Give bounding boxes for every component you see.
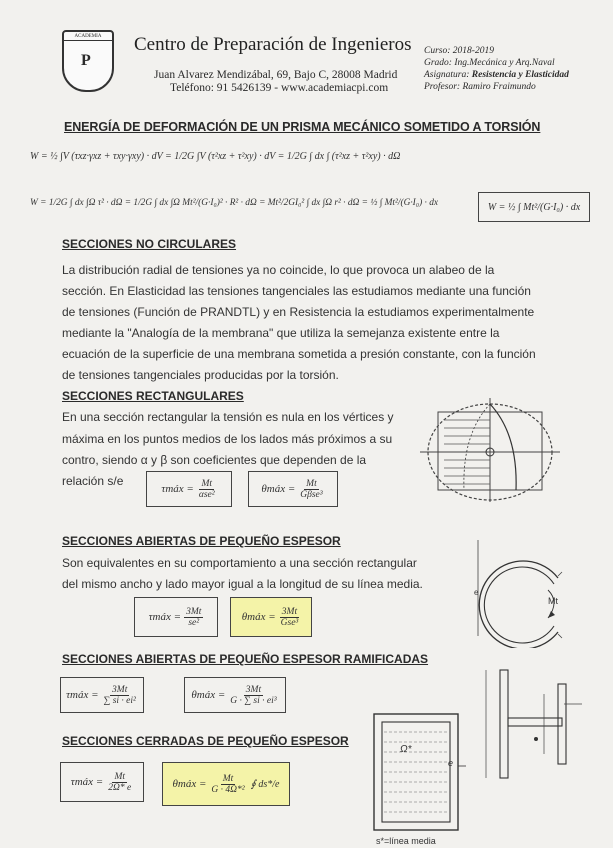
closed-theta-formula: θmáx = $\frac{Mt}{\text{G · 4Ω*²}}$ ∮ ds*/e xyxy=(162,762,290,806)
equation-2: W = 1/2G ∫ dx ∫Ω τ² · dΩ = 1/2G ∫ dx ∫Ω Mt²/(G·I₀)² · R² · dΩ = Mt²/2GI₀² ∫ dx ∫Ω r² · dΩ = ½ ∫ Mt²/(G·I₀) · dx xyxy=(30,198,439,208)
heading-thin-open: SECCIONES ABIERTAS DE PEQUEÑO ESPESOR xyxy=(62,534,341,548)
enclosed-area-label: Ω* xyxy=(400,744,412,755)
non-circular-paragraph xyxy=(62,260,562,386)
torque-label: Mt xyxy=(548,596,558,606)
paragraph-line: La distribución radial de tensiones ya no coincide, lo que provoca un alabeo de la xyxy=(62,263,495,277)
heading-thin-open-branched: SECCIONES ABIERTAS DE PEQUEÑO ESPESOR RAMIFICADAS xyxy=(62,652,429,666)
thin-open-line-2: del mismo ancho y lado mayor igual a la longitud de su línea media. xyxy=(62,577,423,591)
thin-open-theta-formula: θmáx = 3Mt Gse³ xyxy=(230,597,312,637)
logo-band: ACADEMIA xyxy=(64,32,112,41)
organization-name: Centro de Preparación de Ingenieros xyxy=(134,34,412,55)
subject-line: Asignatura: Resistencia y Elasticidad xyxy=(424,70,569,80)
branched-theta-formula: θmáx = $\frac{3Mt}{\text{G · ∑ si · ei³}}$ xyxy=(184,677,286,713)
open-section-diagram xyxy=(462,536,582,648)
closed-tau-formula: τmáx = $\frac{Mt}{2\Omega* e}$ xyxy=(60,762,144,802)
degree-line: Grado: Ing.Mecánica y Arq.Naval xyxy=(424,58,555,68)
rectangular-theta-formula: θmáx = Mt Gβse³ xyxy=(248,471,338,507)
paragraph-line: de tensiones tangenciales producidas por la torsión. xyxy=(62,368,339,382)
heading-thin-closed: SECCIONES CERRADAS DE PEQUEÑO ESPESOR xyxy=(62,734,349,748)
thin-open-line-1: Son equivalentes en su comportamiento a una sección rectangular xyxy=(62,556,417,570)
page-title: ENERGÍA DE DEFORMACIÓN DE UN PRISMA MECÁNICO SOMETIDO A TORSIÓN xyxy=(64,120,541,134)
boxed-energy-formula: W = ½ ∫ Mt²/(G·I₀) · dx xyxy=(478,192,590,222)
teacher-line: Profesor: Ramiro Fraimundo xyxy=(424,82,536,92)
rectangular-line-4: relación s/e xyxy=(62,474,124,488)
paragraph-line: de tensiones (Función de PRANDTL) y en Resistencia la estudiamos experimentalmente xyxy=(62,305,535,319)
rectangular-line-1: En una sección rectangular la tensión es nula en los vértices y xyxy=(62,410,394,424)
thin-open-tau-formula: τmáx = $\frac{3Mt}{\text{se²}}$ xyxy=(134,597,218,637)
paragraph-line: ecuación de la superficie de una membrana sometida a presión constante, con la función xyxy=(62,347,536,361)
branched-tau-formula: τmáx = $\frac{3Mt}{\text{∑ si · ei²}}$ xyxy=(60,677,144,713)
paragraph-line: sección. En Elasticidad las tensiones tangenciales las estudiamos mediante una función xyxy=(62,284,531,298)
logo-letter: P xyxy=(81,52,91,69)
organization-address: Juan Alvarez Mendizábal, 69, Bajo C, 28008 Madrid xyxy=(154,69,398,81)
closed-integral: ∮ ds*/e xyxy=(250,778,280,790)
rectangular-tau-formula: τmáx = Mt αse² xyxy=(146,471,232,507)
branched-section-diagram xyxy=(478,664,590,782)
equation-1: W = ½ ∫V (τxz·γxz + τxy·γxy) · dV = 1/2G ∫V (τ²xz + τ²xy) · dV = 1/2G ∫ dx ∫ (τ²xz + τ²xy) · dΩ xyxy=(30,151,401,162)
academy-logo xyxy=(62,30,114,92)
wall-thickness-label: e xyxy=(448,758,454,768)
rectangular-line-3: contro, siendo α y β son coeficientes que dependen de la xyxy=(62,453,367,467)
closed-section-diagram xyxy=(368,708,468,834)
heading-non-circular: SECCIONES NO CIRCULARES xyxy=(62,237,237,251)
thickness-label: e xyxy=(474,588,479,597)
rectangular-section-diagram xyxy=(414,394,564,504)
heading-rectangular: SECCIONES RECTANGULARES xyxy=(62,389,244,403)
course-line: Curso: 2018-2019 xyxy=(424,46,494,56)
mid-line-caption: s*=línea media xyxy=(376,836,436,846)
organization-phone: Teléfono: 91 5426139 - www.academiacpi.com xyxy=(170,82,389,94)
rectangular-line-2: máxima en los puntos medios de los lados más próximos a su xyxy=(62,432,393,446)
paragraph-line: mediante la "Analogía de la membrana" que utiliza la semejanza existente entre la xyxy=(62,326,500,340)
